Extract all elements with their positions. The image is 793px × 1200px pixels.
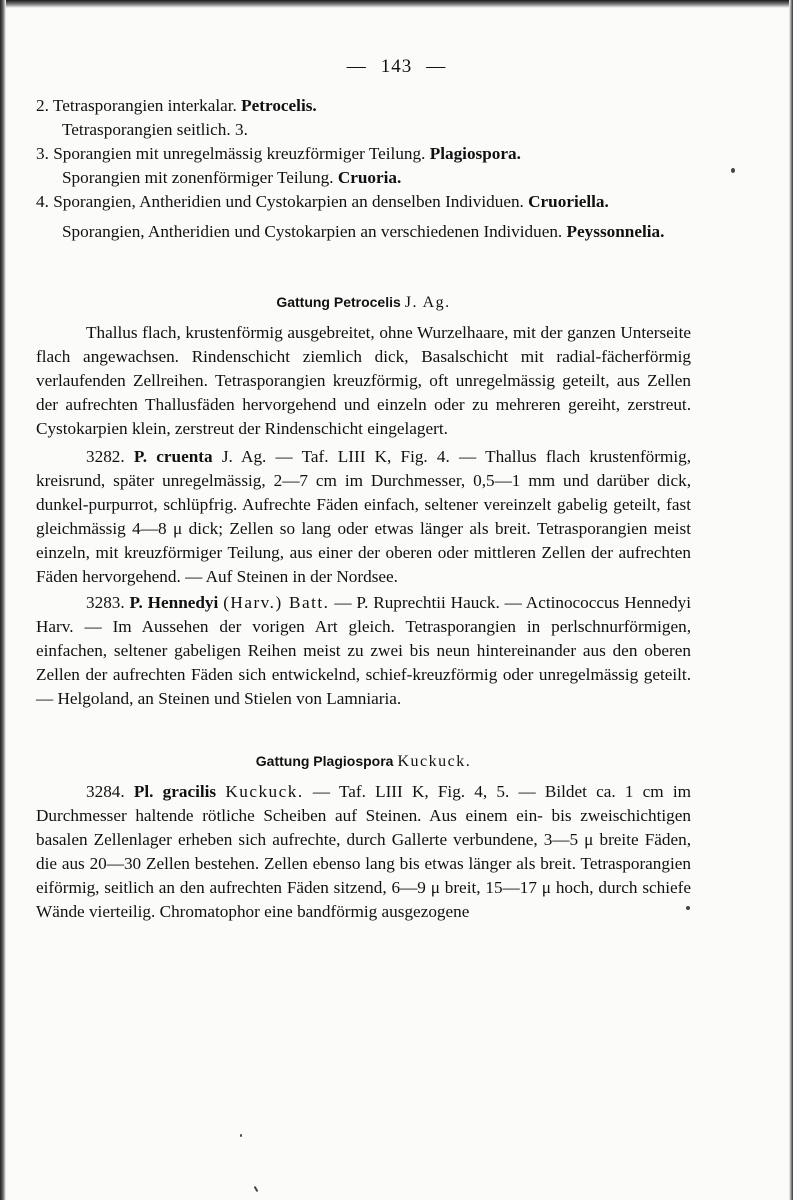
identification-key [36, 94, 691, 244]
species-entry-3283: 3283. P. Hennedyi (Harv.) Batt. — P. Ruprechtii Hauck. — Actinococcus Hennedyi Harv. — Im Aussehen der vorigen Art gleich. Tetrasporangien in perlschnurförmigen, einfachen, seltener gabeligen Reihen meist zu zwei bis neun hintereinander aus den oberen Zellen der aufrechten Fäden sich entwickelnd, schief-kreuzförmig oder unregelmässig geteilt. — Helgoland, an Steinen und Stielen von Lamniaria. [36, 593, 692, 708]
key-item-3-alt: Sporangien mit zonenförmiger Teilung. Cruoria. [62, 168, 402, 187]
key-item-2-alt: Tetrasporangien seitlich. 3. [62, 120, 248, 139]
scan-edge-right [789, 0, 793, 1200]
species-entry-3282: 3282. P. cruenta J. Ag. — Taf. LIII K, Fig. 4. — Thallus flach krustenförmig, kreisrund, später unregelmässig, 2—7 cm im Durchmesser, 0,5—1 mm und darüber dick, dunkel-purpurrot, schlüpfrig. Aufrechte Fäden einfach, seltener vereinzelt gabelig geteilt, fast gleichmässig 4—8 μ dick; Zellen so lang oder etwas länger als breit. Tetrasporangien meist einzeln, mit kreuzförmiger Teilung, aus einer der oberen oder mittleren Zellen der aufrechten Fäden hervorgehend. — Auf Steinen in der Nordsee. [36, 447, 692, 586]
key-result: Peyssonnelia. [566, 222, 665, 241]
scan-edge-top [0, 0, 793, 8]
key-result: Petrocelis. [241, 96, 317, 115]
key-item-2: 2. Tetrasporangien interkalar. Petrocelis. [36, 96, 317, 115]
genus-heading-plagiospora: Gattung Plagiospora Kuckuck. [255, 753, 472, 770]
page-content [36, 94, 691, 924]
genus-description: Thallus flach, krustenförmig ausgebreitet, ohne Wurzelhaare, mit der ganzen Unterseite flach angewachsen. Rindenschicht ziemlich dick, Basalschicht mit radial-fächerförmig verlaufenden Zellreihen. Tetrasporangien kreuzförmig, oft unregelmässig geteilt, aus Zellen der aufrechten Thallusfäden hervorgehend und einzeln oder zu mehreren gereiht, zerstreut. Cystokarpien klein, zerstreut der Rindenschicht eingelagert. [36, 323, 691, 438]
scan-edge-left [0, 0, 6, 1200]
key-item-3: 3. Sporangien mit unregelmässig kreuzförmiger Teilung. Plagiospora. [36, 144, 521, 163]
scan-speck [686, 906, 690, 910]
key-result: Plagiospora. [429, 144, 521, 163]
genus-heading-petrocelis: Gattung Petrocelis J. Ag. [276, 294, 451, 311]
scan-speck [731, 168, 735, 173]
page-number-value: 143 [380, 56, 413, 77]
scan-speck [240, 1134, 242, 1137]
scan-speck [254, 1186, 259, 1192]
key-result: Cruoria. [337, 168, 402, 187]
species-name: P. Hennedyi [129, 593, 219, 612]
species-name: P. cruenta [133, 447, 213, 466]
species-entry-3284: 3284. Pl. gracilis Kuckuck. — Taf. LIII K, Fig. 4, 5. — Bildet ca. 1 cm im Durchmesser haltende rötliche Scheiben auf Steinen. Aus einem ein- bis zweischichtigen basalen Zellenlager erheben sich aufrechte, durch Gallerte verbundene, 3—5 μ breite Fäden, die aus 20—30 Zellen bestehen. Zellen ebenso lang bis etwas länger als breit. Tetrasporangien eiförmig, seitlich an den aufrechten Fäden sitzend, 6—9 μ breit, 15—17 μ hoch, durch schiefe Wände vierteilig. Chromatophor eine bandförmig ausgezogene [36, 782, 691, 921]
key-result: Cruoriella. [528, 192, 609, 211]
key-item-4: 4. Sporangien, Antheridien und Cystokarpien an denselben Individuen. Cruoriella. [36, 192, 609, 211]
species-name: Pl. gracilis [133, 782, 217, 801]
page-number: — 143 — [346, 56, 447, 77]
key-item-4-alt: Sporangien, Antheridien und Cystokarpien an verschiedenen Individuen. Peyssonnelia. [62, 222, 665, 241]
